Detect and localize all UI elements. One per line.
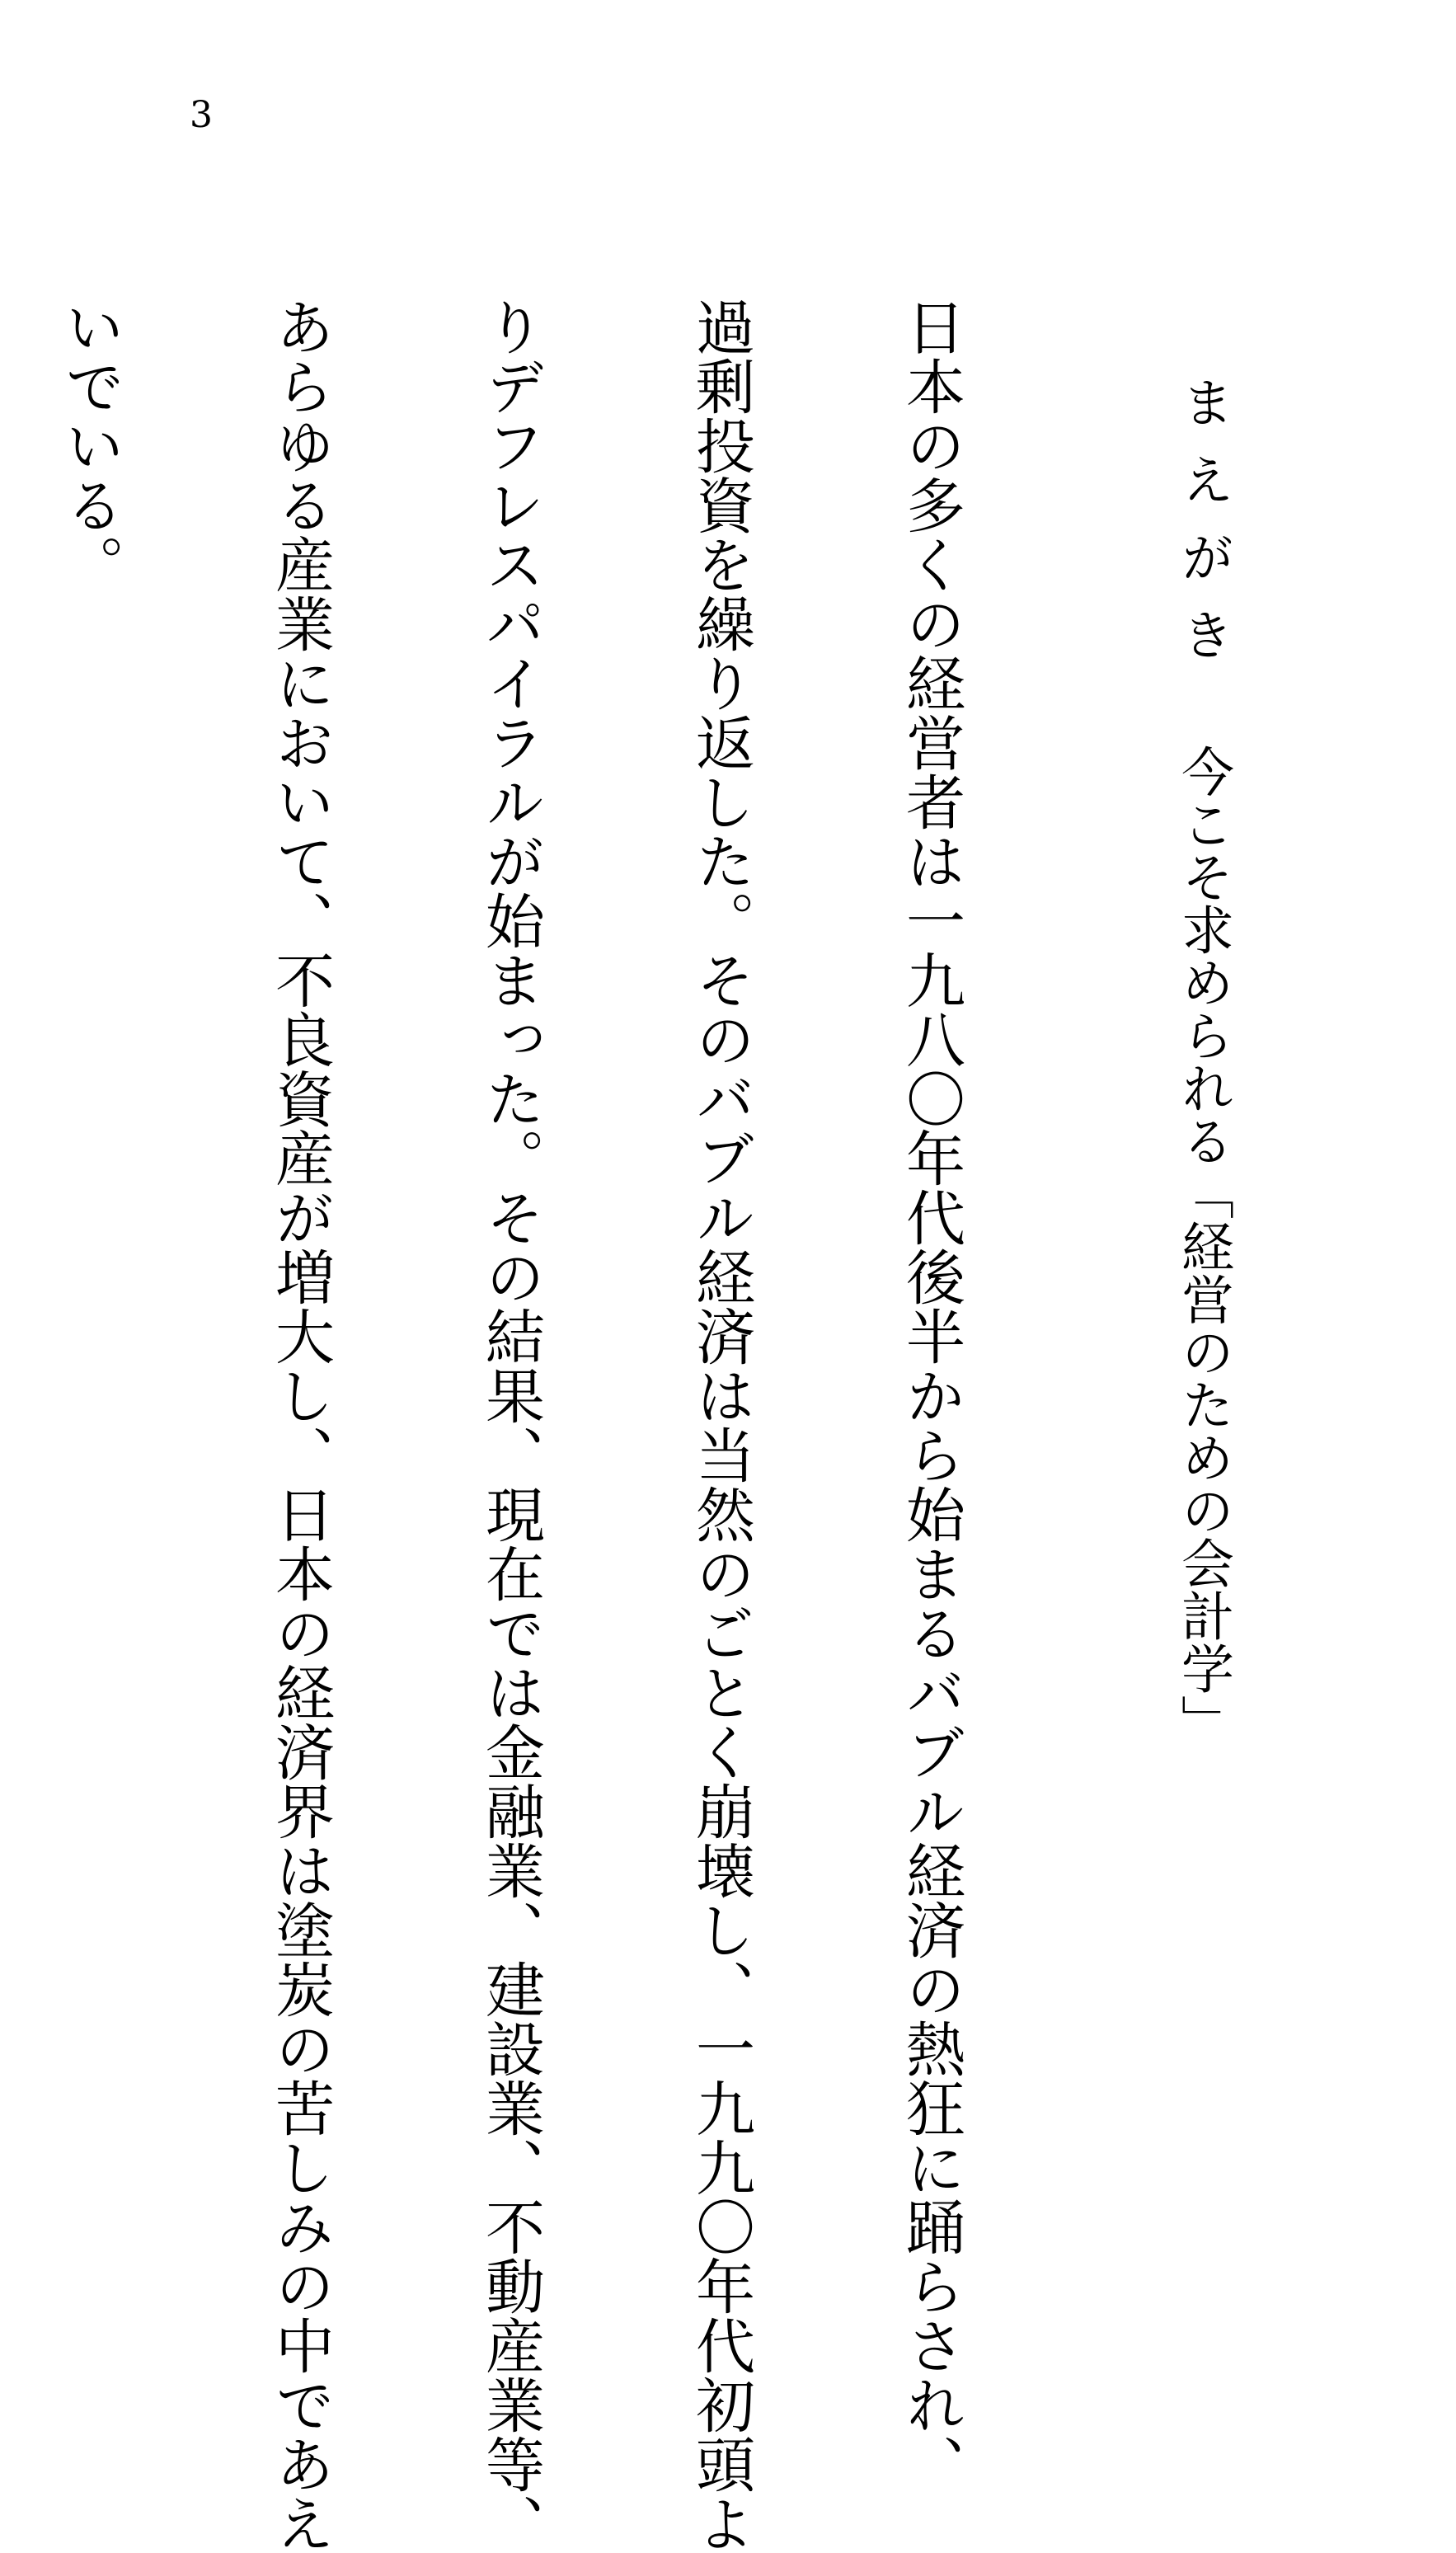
text-line: りデフレスパイラルが始まった。その結果、現在では金融業、建設業、不動産業等、 [476, 297, 545, 2553]
title-main: まえがき [1172, 375, 1233, 685]
body-text [55, 297, 1106, 2553]
page-number: 3 [190, 94, 213, 136]
chapter-title [1172, 375, 1233, 1777]
text-line: あらゆる産業において、不良資産が増大し、日本の経済界は塗炭の苦しみの中であえ [265, 297, 335, 2553]
text-line: 過剰投資を繰り返した。そのバブル経済は当然のごとく崩壊し、一九九〇年代初頭よ [686, 297, 755, 2553]
text-line: 日本の多くの経営者は一九八〇年代後半から始まるバブル経済の熱狂に踊らされ、 [896, 297, 965, 2494]
title-subtitle: 今こそ求められる「経営のための会計学」 [1172, 745, 1233, 1747]
text-line: いでいる。 [55, 297, 124, 594]
